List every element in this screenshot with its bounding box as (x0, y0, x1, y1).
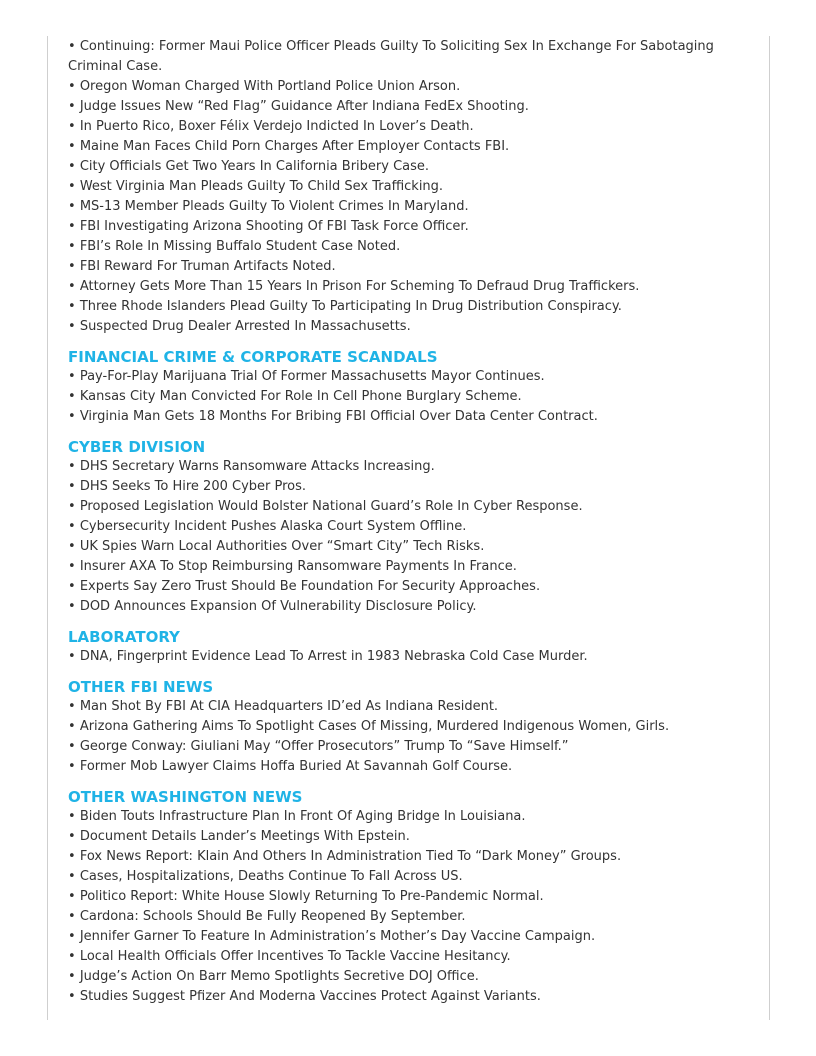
news-headline-link[interactable]: • Fox News Report: Klain And Others In Administration Tied To “Dark Money” Groups. (68, 847, 748, 867)
news-headline-link[interactable]: • Kansas City Man Convicted For Role In Cell Phone Burglary Scheme. (68, 387, 748, 407)
news-headline-link[interactable]: • Pay-For-Play Marijuana Trial Of Former Massachusetts Mayor Continues. (68, 367, 748, 387)
news-headline-link[interactable]: • Judge’s Action On Barr Memo Spotlights Secretive DOJ Office. (68, 967, 748, 987)
news-headline-link[interactable]: • Jennifer Garner To Feature In Administration’s Mother’s Day Vaccine Campaign. (68, 927, 748, 947)
news-headline-link[interactable]: • Studies Suggest Pfizer And Moderna Vaccines Protect Against Variants. (68, 987, 748, 1007)
news-headline-link[interactable]: • Proposed Legislation Would Bolster National Guard’s Role In Cyber Response. (68, 497, 748, 517)
section-heading: OTHER FBI NEWS (68, 678, 214, 696)
news-headline-link[interactable]: • DNA, Fingerprint Evidence Lead To Arrest in 1983 Nebraska Cold Case Murder. (68, 647, 748, 667)
news-headline-link[interactable]: • Experts Say Zero Trust Should Be Foundation For Security Approaches. (68, 577, 748, 597)
section-heading: FINANCIAL CRIME & CORPORATE SCANDALS (68, 348, 438, 366)
news-headline-link[interactable]: • Three Rhode Islanders Plead Guilty To Participating In Drug Distribution Conspiracy. (68, 297, 748, 317)
news-section (68, 677, 748, 777)
news-headline-link[interactable]: • DHS Secretary Warns Ransomware Attacks Increasing. (68, 457, 748, 477)
news-headline-link[interactable]: • Biden Touts Infrastructure Plan In Front Of Aging Bridge In Louisiana. (68, 807, 748, 827)
news-headline-link[interactable]: • Oregon Woman Charged With Portland Police Union Arson. (68, 77, 748, 97)
news-headline-link[interactable]: • Cardona: Schools Should Be Fully Reopened By September. (68, 907, 748, 927)
news-section (68, 787, 748, 1007)
section-heading: OTHER WASHINGTON NEWS (68, 788, 303, 806)
newsletter-content (68, 37, 748, 1007)
section-heading: CYBER DIVISION (68, 438, 206, 456)
news-headline-link[interactable]: • FBI’s Role In Missing Buffalo Student Case Noted. (68, 237, 748, 257)
intro-section (68, 37, 748, 337)
news-headline-link[interactable]: • Maine Man Faces Child Porn Charges After Employer Contacts FBI. (68, 137, 748, 157)
news-headline-link[interactable]: • UK Spies Warn Local Authorities Over “Smart City” Tech Risks. (68, 537, 748, 557)
sections-container (68, 347, 748, 1007)
news-headline-link[interactable]: • Arizona Gathering Aims To Spotlight Cases Of Missing, Murdered Indigenous Women, Girls. (68, 717, 748, 737)
news-headline-link[interactable]: • Continuing: Former Maui Police Officer Pleads Guilty To Soliciting Sex In Exchange For Sabotaging Criminal Case. (68, 37, 748, 77)
news-headline-link[interactable]: • West Virginia Man Pleads Guilty To Child Sex Trafficking. (68, 177, 748, 197)
news-headline-link[interactable]: • Attorney Gets More Than 15 Years In Prison For Scheming To Defraud Drug Traffickers. (68, 277, 748, 297)
news-headline-link[interactable]: • Judge Issues New “Red Flag” Guidance After Indiana FedEx Shooting. (68, 97, 748, 117)
news-headline-link[interactable]: • DHS Seeks To Hire 200 Cyber Pros. (68, 477, 748, 497)
news-section (68, 627, 748, 667)
section-heading: LABORATORY (68, 628, 180, 646)
news-headline-link[interactable]: • Suspected Drug Dealer Arrested In Massachusetts. (68, 317, 748, 337)
news-headline-link[interactable]: • FBI Investigating Arizona Shooting Of FBI Task Force Officer. (68, 217, 748, 237)
news-section (68, 347, 748, 427)
news-headline-link[interactable]: • Man Shot By FBI At CIA Headquarters ID’ed As Indiana Resident. (68, 697, 748, 717)
news-headline-link[interactable]: • City Officials Get Two Years In California Bribery Case. (68, 157, 748, 177)
news-headline-link[interactable]: • Insurer AXA To Stop Reimbursing Ransomware Payments In France. (68, 557, 748, 577)
news-headline-link[interactable]: • Local Health Officials Offer Incentives To Tackle Vaccine Hesitancy. (68, 947, 748, 967)
news-headline-link[interactable]: • MS-13 Member Pleads Guilty To Violent Crimes In Maryland. (68, 197, 748, 217)
news-headline-link[interactable]: • Politico Report: White House Slowly Returning To Pre-Pandemic Normal. (68, 887, 748, 907)
news-headline-link[interactable]: • DOD Announces Expansion Of Vulnerability Disclosure Policy. (68, 597, 748, 617)
news-headline-link[interactable]: • George Conway: Giuliani May “Offer Prosecutors” Trump To “Save Himself.” (68, 737, 748, 757)
news-headline-link[interactable]: • In Puerto Rico, Boxer Félix Verdejo Indicted In Lover’s Death. (68, 117, 748, 137)
news-headline-link[interactable]: • Former Mob Lawyer Claims Hoffa Buried At Savannah Golf Course. (68, 757, 748, 777)
news-headline-link[interactable]: • Document Details Lander’s Meetings With Epstein. (68, 827, 748, 847)
news-headline-link[interactable]: • Cybersecurity Incident Pushes Alaska Court System Offline. (68, 517, 748, 537)
news-section (68, 437, 748, 617)
news-headline-link[interactable]: • FBI Reward For Truman Artifacts Noted. (68, 257, 748, 277)
news-headline-link[interactable]: • Virginia Man Gets 18 Months For Bribing FBI Official Over Data Center Contract. (68, 407, 748, 427)
news-headline-link[interactable]: • Cases, Hospitalizations, Deaths Continue To Fall Across US. (68, 867, 748, 887)
